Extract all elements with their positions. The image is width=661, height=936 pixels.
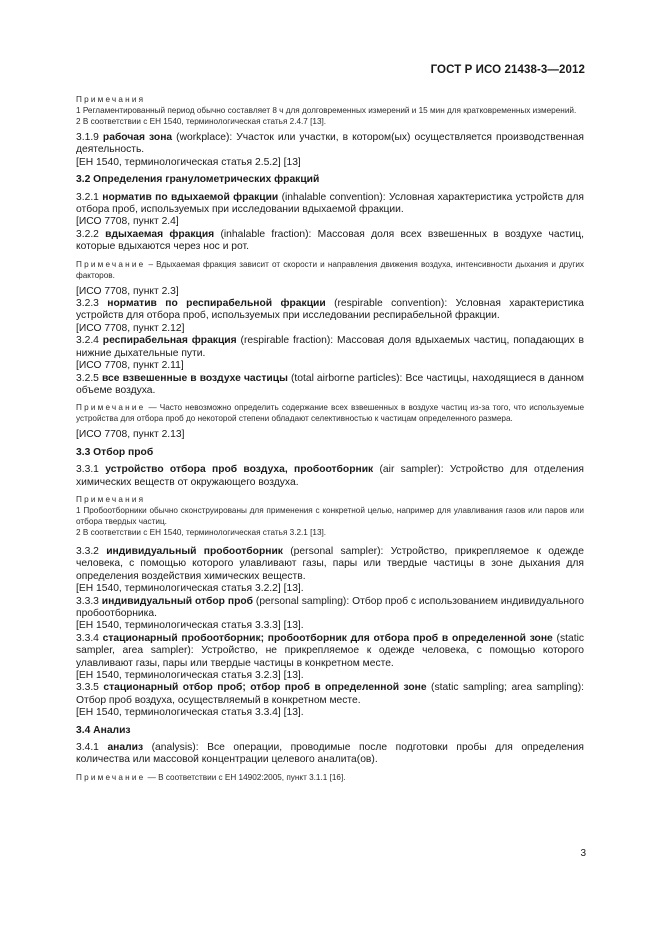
section-heading-3-4: 3.4 Анализ (76, 724, 131, 736)
definition-3-2-4: 3.2.4 респирабельная фракция (respirable fraction): Массовая доля вдыхаемых частиц, попадающих в нижние дыхательные пути. (76, 335, 584, 359)
page-number: 3 (580, 848, 586, 859)
definition-3-1-9: 3.1.9 рабочая зона (workplace): Участок или участки, в котором(ых) осуществляется производственная деятельность. (76, 132, 584, 156)
note: Примечание — Часто невозможно определить содержание всех взвешенных в воздухе частиц из-за того, что используемые устройства для отбора проб до некоторой степени обладают селективностью к частицам определенного размера. (76, 403, 584, 424)
definition-source: [ЕН 1540, терминологическая статья 2.5.2] [13] (76, 156, 301, 168)
page-content (76, 94, 584, 783)
section-heading-3-2: 3.2 Определения гранулометрических фракций (76, 174, 320, 186)
document-header: ГОСТ Р ИСО 21438-3—2012 (430, 64, 585, 76)
note: Примечание — В соответствии с ЕН 14902:2005, пункт 3.1.1 [16]. (76, 772, 346, 782)
definition-source: [ИСО 7708, пункт 2.13] (76, 429, 185, 441)
definition-3-3-5: 3.3.5 стационарный отбор проб; отбор проб в определенной зоне (static sampling; area sampling): Отбор проб воздуха, осуществляемый в конкретном месте. (76, 682, 584, 706)
definition-3-3-1: 3.3.1 устройство отбора проб воздуха, пробоотборник (air sampler): Устройство для отделения химических веществ от окружающего воздуха. (76, 464, 584, 488)
definition-source: [ИСО 7708, пункт 2.3] (76, 285, 179, 297)
note-item: 2 В соответствии с ЕН 1540, терминологическая статья 3.2.1 [13]. (76, 527, 327, 537)
definition-source: [ЕН 1540, терминологическая статья 3.3.4] [13]. (76, 707, 304, 719)
note-label: Примечания (76, 95, 146, 104)
definition-source: [ИСО 7708, пункт 2.11] (76, 360, 184, 372)
definition-source: [ЕН 1540, терминологическая статья 3.3.3] [13]. (76, 620, 304, 632)
definition-3-3-3: 3.3.3 индивидуальный отбор проб (personal sampling): Отбор проб с использованием индивидуального пробоотборника. (76, 595, 585, 619)
definition-3-2-2: 3.2.2 вдыхаемая фракция (inhalable fraction): Массовая доля всех взвешенных в воздухе частиц, которые вдыхаются через нос и рот. (76, 228, 584, 253)
note-item: 1 Регламентированный период обычно составляет 8 ч для долговременных измерений и 15 мин для кратковременных измерений. (76, 106, 577, 115)
section-heading-3-3: 3.3 Отбор проб (76, 446, 154, 458)
definition-3-3-2: 3.3.2 индивидуальный пробоотборник (personal sampler): Устройство, прикрепляемое к одежде человека, с помощью которого улавливают газы, пары или твердые частицы в зоне дыхания для определения воздействия химических веществ. (76, 545, 585, 582)
definition-source: [ЕН 1540, терминологическая статья 3.2.2] [13]. (76, 583, 304, 595)
note-item: 2 В соответствии с ЕН 1540, терминологическая статья 2.4.7 [13]. (76, 117, 327, 126)
note-label: Примечания (76, 494, 146, 504)
definition-3-4-1: 3.4.1 анализ (analysis): Все операции, проводимые после подготовки пробы для определения количества или массовой концентрации целевого аналита(ов). (76, 742, 585, 766)
note: Примечание – Вдыхаемая фракция зависит от скорости и направления движения воздуха, интенсивности дыхания и других факторов. (76, 259, 584, 280)
note-item: 1 Пробоотборники обычно сконструированы для применения с конкретной целью, например для улавливания газов или паров или отбора твердых частиц. (76, 505, 584, 526)
definition-source: [ЕН 1540, терминологическая статья 3.2.3] [13]. (76, 670, 304, 681)
definition-source: [ИСО 7708, пункт 2.12] (76, 322, 185, 334)
definition-3-2-3: 3.2.3 норматив по респирабельной фракции (respirable convention): Условная характеристика устройств для отбора проб, используемых при исследовании респирабельной фракции. (76, 298, 584, 322)
definition-3-2-1: 3.2.1 норматив по вдыхаемой фракции (inhalable convention): Условная характеристика устройств для отбора проб, используемых при исследовании вдыхаемой фракции. (76, 191, 585, 216)
definition-3-3-4: 3.3.4 стационарный пробоотборник; пробоотборник для отбора проб в определенной зоне (static sampler, area sampler): Устройство, не прикрепляемое к одежде человека, с помощью которого улавливают газы, пары или твердые частицы в конкретном месте. (76, 632, 585, 669)
definition-3-2-5: 3.2.5 все взвешенные в воздухе частицы (total airborne particles): Все частицы, находящиеся в данном объеме воздуха. (76, 372, 584, 396)
definition-source: [ИСО 7708, пункт 2.4] (76, 216, 179, 228)
